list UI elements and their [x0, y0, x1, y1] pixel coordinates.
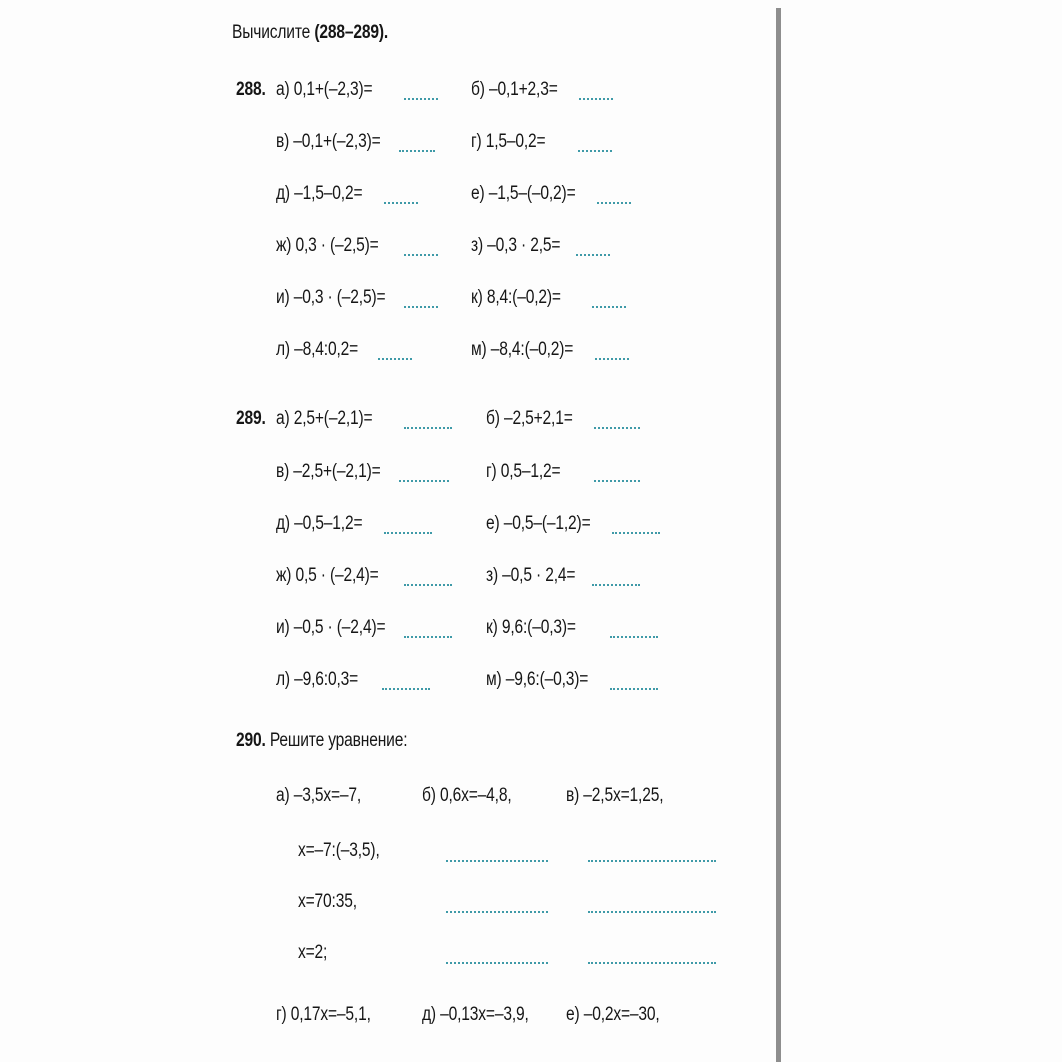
solution-blank[interactable] [588, 860, 716, 862]
answer-blank[interactable] [592, 306, 626, 308]
answer-blank[interactable] [378, 358, 412, 360]
ex289-item-zh: ж) 0,5 · (–2,4)= [276, 565, 379, 586]
answer-blank[interactable] [576, 254, 610, 256]
answer-blank[interactable] [404, 636, 452, 638]
equation-b: б) 0,6x=–4,8, [422, 785, 512, 806]
ex288-item-m: м) –8,4:(–0,2)= [471, 339, 574, 360]
answer-blank[interactable] [595, 358, 629, 360]
answer-blank[interactable] [404, 98, 438, 100]
exercise-290-header [236, 730, 407, 752]
header-range: (288–289). [314, 22, 389, 43]
header-instruction: Вычислите [232, 22, 311, 43]
solution-blank[interactable] [446, 962, 548, 964]
answer-blank[interactable] [404, 584, 452, 586]
page-edge-line [776, 8, 781, 1062]
ex288-item-d: д) –1,5–0,2= [276, 183, 363, 204]
answer-blank[interactable] [592, 584, 640, 586]
ex288-item-zh: ж) 0,3 · (–2,5)= [276, 235, 379, 256]
answer-blank[interactable] [404, 254, 438, 256]
ex289-item-m: м) –9,6:(–0,3)= [486, 669, 589, 690]
equation-v: в) –2,5x=1,25, [566, 785, 664, 806]
answer-blank[interactable] [404, 427, 452, 429]
equation-a: а) –3,5x=–7, [276, 785, 362, 806]
exercise-289-number: 289. [236, 408, 266, 429]
exercise-290-number: 290. [236, 730, 266, 751]
equation-g: г) 0,17x=–5,1, [276, 1004, 371, 1025]
answer-blank[interactable] [594, 427, 640, 429]
solution-blank[interactable] [588, 911, 716, 913]
ex289-item-g: г) 0,5–1,2= [486, 461, 561, 482]
ex289-item-e: е) –0,5–(–1,2)= [486, 513, 591, 534]
answer-blank[interactable] [399, 150, 435, 152]
answer-blank[interactable] [578, 150, 612, 152]
ex289-item-b: б) –2,5+2,1= [486, 408, 573, 429]
ex289-item-l: л) –9,6:0,3= [276, 669, 359, 690]
answer-blank[interactable] [404, 306, 438, 308]
answer-blank[interactable] [384, 532, 432, 534]
answer-blank[interactable] [579, 98, 613, 100]
ex289-item-d: д) –0,5–1,2= [276, 513, 363, 534]
ex288-item-g: г) 1,5–0,2= [471, 131, 546, 152]
answer-blank[interactable] [594, 480, 640, 482]
answer-blank[interactable] [384, 202, 418, 204]
ex288-item-l: л) –8,4:0,2= [276, 339, 359, 360]
ex289-item-i: и) –0,5 · (–2,4)= [276, 617, 386, 638]
exercise-290-instruction: Решите уравнение: [269, 730, 408, 751]
solution-step-1: x=–7:(–3,5), [298, 840, 380, 861]
ex289-item-z: з) –0,5 · 2,4= [486, 565, 576, 586]
answer-blank[interactable] [612, 532, 660, 534]
ex289-item-k: к) 9,6:(–0,3)= [486, 617, 576, 638]
equation-e: е) –0,2x=–30, [566, 1004, 660, 1025]
answer-blank[interactable] [399, 480, 449, 482]
ex288-item-a: а) 0,1+(–2,3)= [276, 79, 373, 100]
exercise-288-number: 288. [236, 79, 266, 100]
ex289-item-a: а) 2,5+(–2,1)= [276, 408, 373, 429]
task-header [232, 22, 388, 44]
solution-step-3: x=2; [298, 942, 328, 963]
ex288-item-z: з) –0,3 · 2,5= [471, 235, 561, 256]
equation-d: д) –0,13x=–3,9, [422, 1004, 529, 1025]
solution-blank[interactable] [446, 911, 548, 913]
ex288-item-v: в) –0,1+(–2,3)= [276, 131, 381, 152]
solution-blank[interactable] [446, 860, 548, 862]
ex288-item-i: и) –0,3 · (–2,5)= [276, 287, 386, 308]
answer-blank[interactable] [382, 688, 430, 690]
ex288-item-e: е) –1,5–(–0,2)= [471, 183, 576, 204]
solution-blank[interactable] [588, 962, 716, 964]
solution-step-2: x=70:35, [298, 891, 357, 912]
ex289-item-v: в) –2,5+(–2,1)= [276, 461, 381, 482]
answer-blank[interactable] [610, 636, 658, 638]
answer-blank[interactable] [610, 688, 658, 690]
ex288-item-k: к) 8,4:(–0,2)= [471, 287, 561, 308]
answer-blank[interactable] [597, 202, 631, 204]
ex288-item-b: б) –0,1+2,3= [471, 79, 558, 100]
